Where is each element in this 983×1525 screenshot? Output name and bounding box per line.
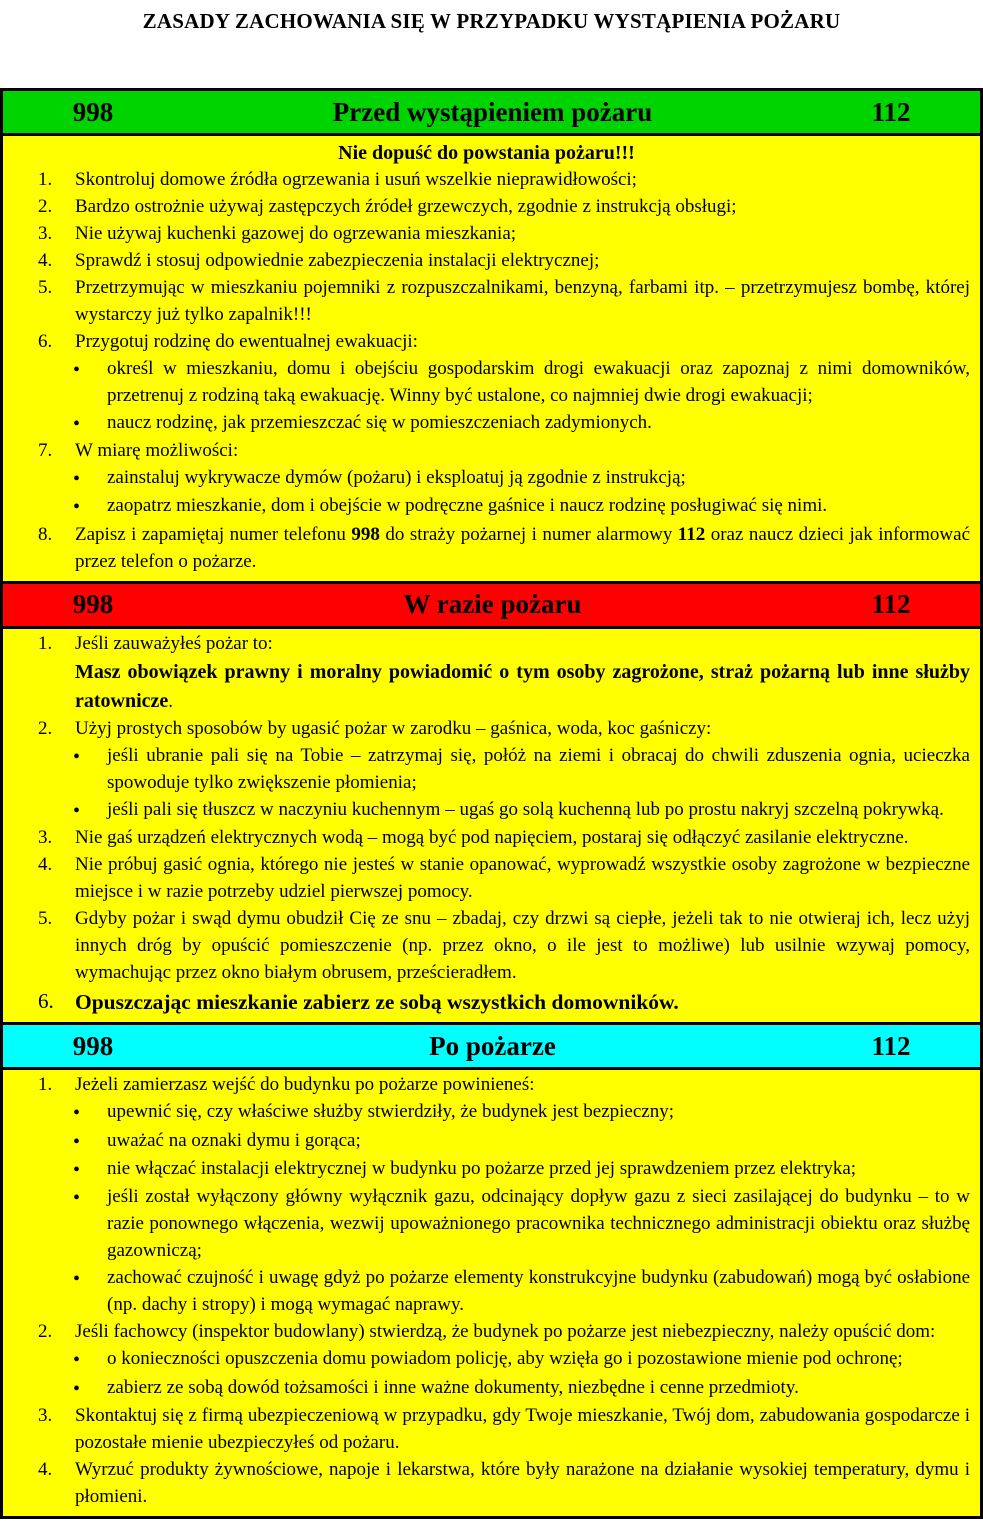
item-number: 3. <box>38 222 53 244</box>
bullet-icon: • <box>73 745 81 768</box>
bullet-item <box>3 1184 970 1265</box>
list-item <box>3 1319 970 1346</box>
section-during-fire <box>3 629 980 1023</box>
band-before-title: Przed wystąpieniem pożaru <box>332 96 653 127</box>
item-text <box>75 631 970 716</box>
item-number: 1. <box>38 1074 53 1096</box>
item-text-part: Jeśli zauważyłeś pożar to: <box>75 632 273 654</box>
document-frame <box>0 88 983 1519</box>
emergency-number-inline: 112 <box>677 523 706 545</box>
item-number: 2. <box>38 195 53 217</box>
section-after-fire <box>3 1070 980 1516</box>
fire-phone-number: 998 <box>72 589 114 620</box>
item-text: Przygotuj rodzinę do ewentualnej ewakuacji: <box>75 330 418 352</box>
bullet-text: określ w mieszkaniu, domu i obejściu gospodarskim drogi ewakuacji oraz zapoznaj z nimi domowników, przetrenuj z rodziną taką ewakuację. Winny być ustalone, co najmniej dwie drogi ewakuacji; <box>107 357 970 406</box>
bullet-item <box>3 797 970 825</box>
legal-duty-statement: Masz obowiązek prawny i moralny powiadomić o tym osoby zagrożone, straż pożarną lub inne służby ratownicze <box>75 660 970 712</box>
emergency-phone-number: 112 <box>871 589 911 620</box>
item-text: Bardzo ostrożnie używaj zastępczych źródeł grzewczych, zgodnie z instrukcją obsługi; <box>75 195 737 217</box>
bullet-icon: • <box>73 1377 81 1400</box>
emergency-phone-number: 112 <box>871 1030 911 1061</box>
bullet-text: uważać na oznaki dymu i gorąca; <box>107 1129 361 1151</box>
bullet-text: o konieczności opuszczenia domu powiadom policję, aby wzięła go i pozostawione mienie pod ochronę; <box>107 1348 903 1370</box>
item-number: 4. <box>38 249 53 271</box>
bullet-icon: • <box>73 1349 81 1372</box>
bullet-text: jeśli pali się tłuszcz w naczyniu kuchennym – ugaś go solą kuchenną lub po prostu nakryj szczelną pokrywką. <box>107 798 944 820</box>
list-item <box>3 329 970 356</box>
bullet-text: nie włączać instalacji elektrycznej w budynku po pożarze przed jej sprawdzeniem przez elektryka; <box>107 1158 857 1180</box>
bullet-item <box>3 1128 970 1156</box>
emergency-phone-number: 112 <box>871 96 911 127</box>
bullet-item <box>3 1265 970 1319</box>
item-text: Jeśli fachowcy (inspektor budowlany) stwierdzą, że budynek po pożarze jest niebezpieczny, należy opuścić dom: <box>75 1321 936 1343</box>
item-number: 3. <box>38 827 53 848</box>
bullet-text: jeśli został wyłączony główny wyłącznik gazu, odcinający dopływ gazu z sieci zasilającej do budynku – to w razie ponownego włączenia, wezwij upoważnionego pracownika technicznego administracji obiektu oraz służbę gazowniczą; <box>107 1186 970 1262</box>
item-number: 4. <box>38 853 53 875</box>
bullet-text: zachować czujność i uwagę gdyż po pożarze elementy konstrukcyjne budynku (zabudowań) mogą być osłabione (np. dachy i stropy) i mogą wymagać naprawy. <box>107 1267 970 1316</box>
bullet-text: jeśli ubranie pali się na Tobie – zatrzymaj się, połóż na ziemi i obracaj do chwili zduszenia ognia, ucieczka spowoduje tylko zwiększenie płomienia; <box>107 744 970 793</box>
band-after-fire <box>3 1022 980 1070</box>
list-item <box>3 716 970 743</box>
item-text: Gdyby pożar i swąd dymu obudził Cię ze snu – zbadaj, czy drzwi są ciepłe, jeżeli tak to nie otwieraj ich, lecz użyj innych dróg by opuścić pomieszczenie (np. przez okno, o ile jest to możliwe) lub usilnie wzywaj pomocy, wymachując przez okno białym obrusem, prześcieradłem. <box>75 907 970 983</box>
item-number: 1. <box>38 169 53 190</box>
bullet-icon: • <box>73 1159 81 1182</box>
bullet-text: zainstaluj wykrywacze dymów (pożaru) i eksploatuj ją zgodnie z instrukcją; <box>107 467 686 489</box>
list-item <box>3 194 970 221</box>
list-item <box>3 248 970 275</box>
bullet-item <box>3 1346 970 1374</box>
section-subtitle: Nie dopuść do powstania pożaru!!! <box>338 142 635 164</box>
fire-phone-number: 998 <box>72 96 114 127</box>
item-text: Skontroluj domowe źródła ogrzewania i usuń wszelkie nieprawidłowości; <box>75 169 637 190</box>
section-before-fire <box>3 136 980 581</box>
fire-number-inline: 998 <box>351 523 380 545</box>
bullet-text: zaopatrz mieszkanie, dom i obejście w podręczne gaśnice i naucz rodzinę posługiwać się nimi. <box>107 495 828 517</box>
item-number: 6. <box>38 330 53 352</box>
bullet-icon: • <box>73 358 81 381</box>
item-text: Opuszczając mieszkanie zabierz ze sobą wszystkich domowników. <box>75 989 679 1014</box>
bullet-item <box>3 1375 970 1403</box>
bullet-text: upewnić się, czy właściwe służby stwierdziły, że budynek jest bezpieczny; <box>107 1101 674 1123</box>
bullet-text: zabierz ze sobą dowód tożsamości i inne ważne dokumenty, niezbędne i cenne przedmioty. <box>107 1376 799 1398</box>
bullet-item <box>3 410 970 438</box>
band-during-title: W razie pożaru <box>403 589 582 620</box>
bullet-item <box>3 743 970 797</box>
item-text: Skontaktuj się z firmą ubezpieczeniową w przypadku, gdy Twoje mieszkanie, Twój dom, zabudowania gospodarcze i pozostałe mienie ubezpieczyłeś od pożaru. <box>75 1405 970 1454</box>
band-before-fire <box>3 91 980 136</box>
list-item <box>3 631 970 716</box>
bullet-item <box>3 493 970 521</box>
list-item <box>3 1403 970 1457</box>
list-item <box>3 167 970 194</box>
item-number: 6. <box>38 988 54 1013</box>
bullet-icon: • <box>73 496 81 519</box>
bullet-text: naucz rodzinę, jak przemieszczać się w pomieszczeniach zadymionych. <box>107 411 652 433</box>
item-number: 1. <box>38 632 53 654</box>
item-text: Nie używaj kuchenki gazowej do ogrzewania mieszkania; <box>75 222 517 244</box>
item-text-part: Zapisz i zapamiętaj numer telefonu <box>75 523 352 545</box>
band-during-fire <box>3 581 980 629</box>
item-number: 4. <box>38 1459 53 1480</box>
bullet-icon: • <box>73 799 81 822</box>
fire-phone-number: 998 <box>72 1030 114 1061</box>
item-text: Nie próbuj gasić ognia, którego nie jesteś w stanie opanować, wyprowadź wszystkie osoby zagrożone w bezpieczne miejsce i w razie potrzeby udziel pierwszej pomocy. <box>75 853 970 902</box>
item-text: Nie gaś urządzeń elektrycznych wodą – mogą być pod napięciem, postaraj się odłączyć zasilanie elektryczne. <box>75 827 909 848</box>
item-number: 7. <box>38 440 53 462</box>
item-text: Sprawdź i stosuj odpowiednie zabezpieczenia instalacji elektrycznej; <box>75 249 600 271</box>
item-text <box>75 522 970 576</box>
item-text: Wyrzuć produkty żywnościowe, napoje i lekarstwa, które były narażone na działanie wysokiej temperatury, dymu i płomieni. <box>75 1459 970 1507</box>
item-text: Użyj prostych sposobów by ugasić pożar w zarodku – gaśnica, woda, koc gaśniczy: <box>75 717 712 739</box>
bullet-item <box>3 1099 970 1127</box>
item-text: Przetrzymując w mieszkaniu pojemniki z rozpuszczalnikami, benzyną, farbami itp. – przetrzymujesz bombę, której wystarczy już tylko zapalnik!!! <box>75 276 970 325</box>
bullet-icon: • <box>73 1187 81 1210</box>
bullet-icon: • <box>73 1268 81 1291</box>
list-item <box>3 906 970 987</box>
item-text-part: . <box>168 690 174 712</box>
item-number: 2. <box>38 717 53 739</box>
item-number: 5. <box>38 907 53 929</box>
list-item <box>3 1072 970 1099</box>
item-text-part: do straży pożarnej i numer alarmowy <box>379 523 678 545</box>
item-number: 2. <box>38 1321 53 1343</box>
bullet-item <box>3 356 970 410</box>
item-text: Jeżeli zamierzasz wejść do budynku po pożarze powinieneś: <box>75 1074 535 1096</box>
list-item <box>3 825 970 852</box>
bullet-icon: • <box>73 468 81 491</box>
bullet-icon: • <box>73 412 81 435</box>
page-title: ZASADY ZACHOWANIA SIĘ W PRZYPADKU WYSTĄPIENIA POŻARU <box>142 9 841 33</box>
list-item <box>3 1457 970 1511</box>
bullet-icon: • <box>73 1102 81 1125</box>
band-after-title: Po pożarze <box>429 1030 556 1061</box>
list-item-emphasized <box>3 987 970 1018</box>
item-text: W miarę możliwości: <box>75 440 239 462</box>
item-text-part: oraz naucz dzieci jak informować przez telefon o pożarze. <box>75 523 970 572</box>
page-bottom-margin <box>0 1519 983 1525</box>
bullet-icon: • <box>73 1130 81 1153</box>
bullet-item <box>3 465 970 493</box>
list-item <box>3 221 970 248</box>
list-item <box>3 438 970 465</box>
list-item <box>3 275 970 329</box>
item-number: 5. <box>38 276 53 298</box>
item-number: 8. <box>38 523 53 545</box>
list-item <box>3 852 970 906</box>
item-number: 3. <box>38 1405 53 1427</box>
list-item <box>3 522 970 576</box>
bullet-item <box>3 1156 970 1184</box>
